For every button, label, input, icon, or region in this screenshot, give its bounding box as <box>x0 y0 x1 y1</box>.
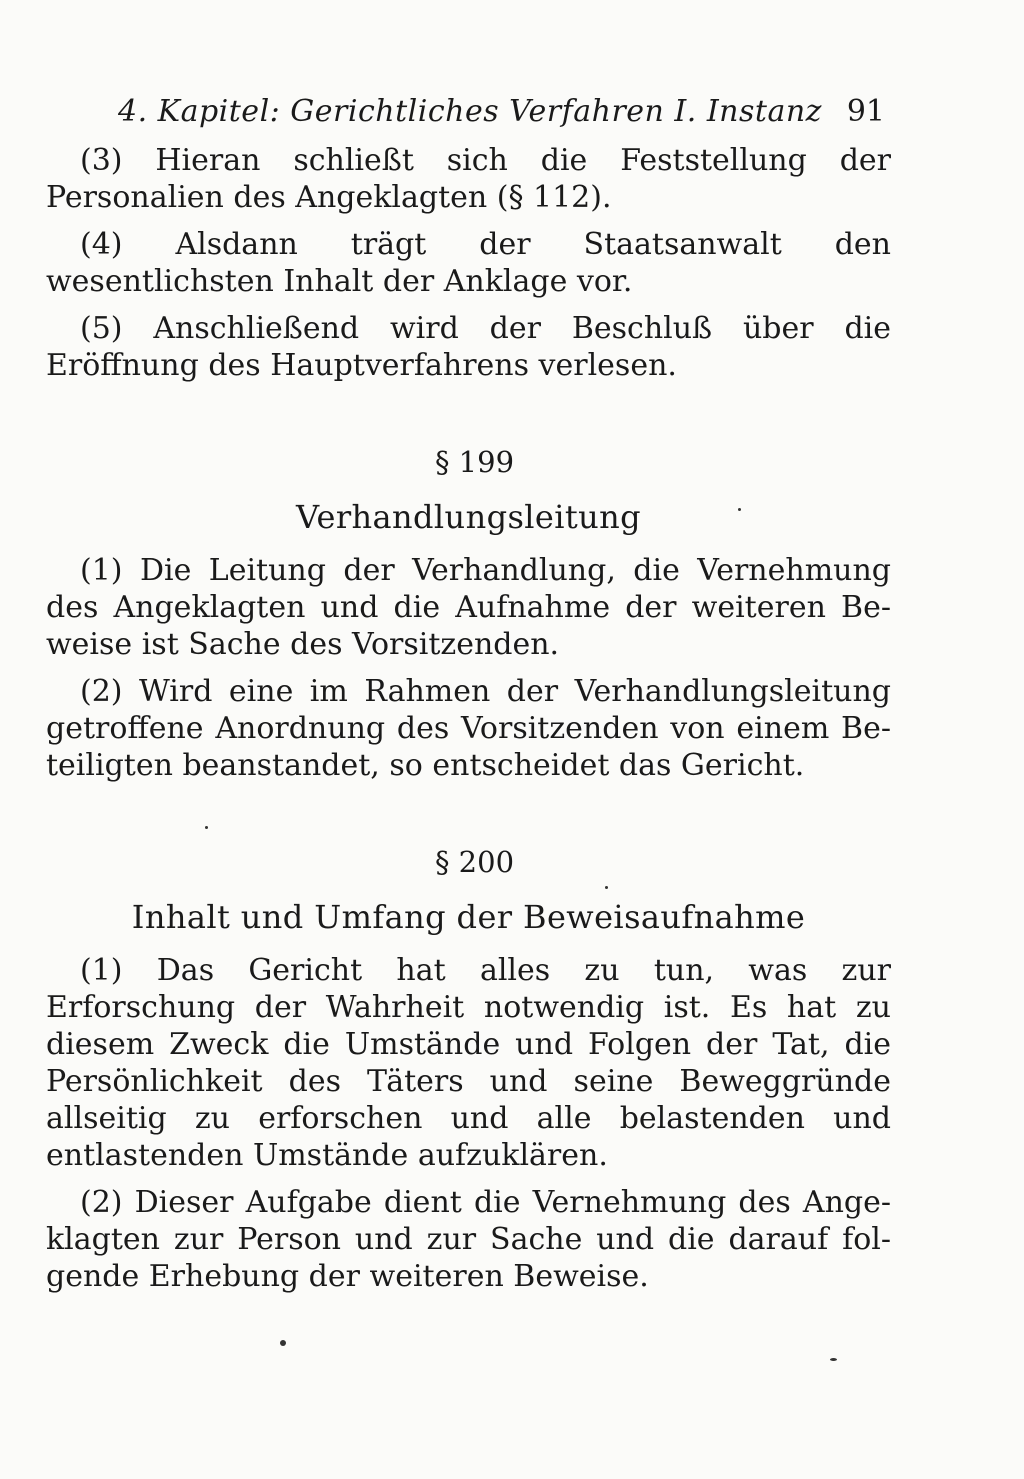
section-paragraph: (1) Das Gericht hat alles zu tun, was zur Erforschung der Wahrheit notwendig ist. Es hat zu diesem Zweck die Umstände und Folgen der Tat, die Persönlichkeit des Täters und seine Beweggründe allseitig zu erforschen und alle belastenden und entlastenden Umstände aufzuklären. <box>46 953 891 1173</box>
book-page <box>46 92 891 1305</box>
scan-speck <box>205 826 208 829</box>
page-number: 91 <box>846 94 885 129</box>
section-number: § 199 <box>434 445 515 479</box>
scan-speck <box>605 886 608 889</box>
chapter-title: 4. Kapitel: Gerichtliches Verfahren I. Instanz <box>118 94 822 129</box>
scan-speck <box>280 1340 286 1346</box>
section-paragraph: (2) Dieser Aufgabe dient die Vernehmung des Angeklagten zur Person und zur Sache und die darauf folgende Erhebung der weiteren Beweise. <box>46 1185 891 1294</box>
section-paragraph: (1) Die Leitung der Verhandlung, die Vernehmung des Angeklagten und die Aufnahme der weiteren Beweise ist Sache des Vorsitzenden. <box>46 553 891 662</box>
section-199 <box>46 442 891 784</box>
section-title: Inhalt und Umfang der Beweisaufnahme <box>131 898 806 936</box>
running-header <box>46 92 891 132</box>
paragraph-4: (4) Alsdann trägt der Staatsanwalt den wesentlichsten Inhalt der Anklage vor. <box>46 227 891 299</box>
paragraph-3: (3) Hieran schließt sich die Feststellung der Personalien des Angeklagten (§ 112). <box>46 143 891 215</box>
section-number: § 200 <box>434 845 515 879</box>
section-200 <box>46 842 891 1295</box>
scan-speck <box>830 1358 837 1361</box>
scan-speck <box>738 508 741 511</box>
section-title: Verhandlungsleitung <box>295 498 642 536</box>
section-paragraph: (2) Wird eine im Rahmen der Verhandlungsleitung getroffene Anordnung des Vorsitzenden von einem Beteiligten beanstandet, so entscheidet das Gericht. <box>46 674 891 783</box>
paragraph-5: (5) Anschließend wird der Beschluß über die Eröffnung des Hauptverfahrens verlesen. <box>46 311 891 383</box>
